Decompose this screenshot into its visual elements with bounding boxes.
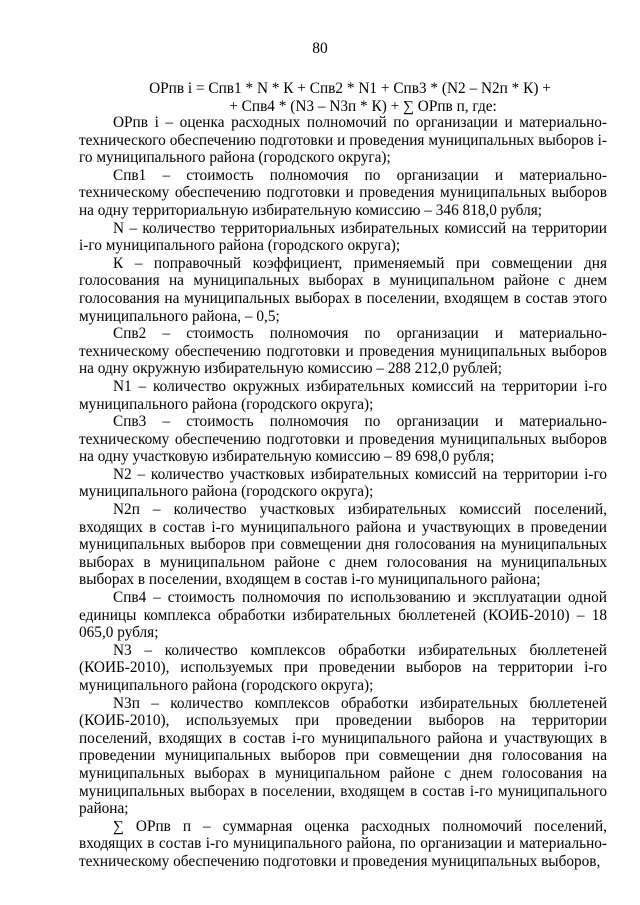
definition-paragraph: N2 – количество участковых избирательных комиссий на территории i-го муниципального района (городского округа);: [79, 465, 607, 501]
definition-paragraph: ∑ ОРпв п – суммарная оценка расходных полномочий поселений, входящих в состав i-го муниципального района, по организации и материально-техническому обеспечению подготовки и проведения муниципальных выборов,: [79, 817, 607, 870]
definition-paragraph: N1 – количество окружных избирательных комиссий на территории i-го муниципального района (городского округа);: [79, 377, 607, 413]
definition-paragraph: N – количество территориальных избирательных комиссий на территории i-го муниципального района (городского округа);: [79, 219, 607, 255]
definition-paragraph: N2п – количество участковых избирательных комиссий поселений, входящих в состав i-го муниципального района и участвующих в проведении муниципальных выборов при совмещении дня голосования на муниципальных выборах в муниципальном районе с днем голосования на муниципальных выборах в поселении, входящем в состав i-го муниципального района;: [79, 501, 607, 589]
definition-paragraph: N3п – количество комплексов обработки избирательных бюллетеней (КОИБ-2010), используемых при проведении выборов на территории поселений, входящих в состав i-го муниципального района и участвующих в проведении муниципальных выборов при совмещении дня голосования на муниципальных выборах в муниципальном районе с днем голосования на муниципальных выборах в поселении, входящем в состав i-го муниципального района;: [79, 694, 607, 818]
document-body: [79, 114, 607, 871]
formula-line-1: ОРпв i = Спв1 * N * К + Спв2 * N1 + Спв3 * (N2 – N2п * К) +: [149, 80, 551, 97]
definition-paragraph: Спв2 – стоимость полномочия по организации и материально-техническому обеспечению подготовки и проведения муниципальных выборов на одну окружную избирательную комиссию – 288 212,0 рублей;: [79, 325, 607, 378]
definition-paragraph: Спв3 – стоимость полномочия по организации и материально-техническому обеспечению подготовки и проведения муниципальных выборов на одну участковую избирательную комиссию – 89 698,0 рубля;: [79, 413, 607, 466]
definition-paragraph: ОРпв i – оценка расходных полномочий по организации и материально-технического обеспечению подготовки и проведения муниципальных выборов i-го муниципального района (городского округа);: [79, 114, 607, 167]
formula-block: [80, 80, 620, 115]
definition-paragraph: Спв1 – стоимость полномочия по организации и материально-техническому обеспечению подготовки и проведения муниципальных выборов на одну территориальную избирательную комиссию – 346 818,0 рубля;: [79, 166, 607, 219]
definition-paragraph: N3 – количество комплексов обработки избирательных бюллетеней (КОИБ-2010), используемых при проведении выборов на территории i-го муниципального района (городского округа);: [79, 641, 607, 694]
definition-paragraph: К – поправочный коэффициент, применяемый при совмещении дня голосования на муниципальных выборах в муниципальном районе с днем голосования на муниципальных выборах в поселении, входящем в состав этого муниципального района, – 0,5;: [79, 254, 607, 325]
page-number: 80: [312, 40, 328, 57]
definition-paragraph: Спв4 – стоимость полномочия по использованию и эксплуатации одной единицы комплекса обработки избирательных бюллетеней (КОИБ-2010) – 18 065,0 рубля;: [79, 589, 607, 642]
formula-line-2: + Спв4 * (N3 – N3п * К) + ∑ ОРпв п, где:: [229, 97, 497, 115]
